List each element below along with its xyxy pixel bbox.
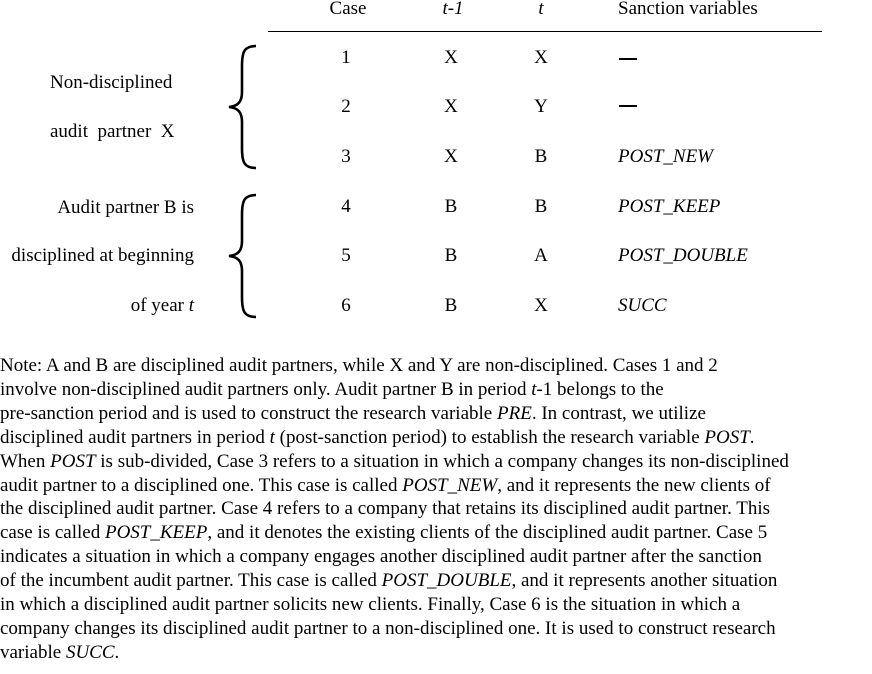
note-line [0,569,872,593]
row5-curr: A [534,245,548,266]
row6-case: 6 [341,295,351,316]
row4-case: 4 [341,196,351,217]
row3-sanction: POST_NEW [618,146,713,167]
row1-prev: X [444,47,458,68]
row4-prev: B [444,196,458,217]
row6-curr: X [534,295,548,316]
note-text: variable [0,641,66,663]
note-line [0,474,872,498]
group2-brace-icon [226,193,262,319]
row3-curr: B [534,146,548,167]
note-text: -1 belongs to the [536,378,664,400]
note-italic: POST [704,426,750,448]
note-text: . [114,641,120,663]
group2-label-line3-t: t [188,295,194,316]
note-text: case is called [0,522,105,544]
note-text: is sub-divided, Case 3 refers to a situation in which a company changes its non-disciplined [95,450,789,472]
row1-curr: X [534,47,548,68]
note-text: pre-sanction period and is used to construct the research variable [0,402,497,424]
note-italic: t [269,426,275,448]
group2-label-line3 [0,295,194,317]
note-italic: SUCC [65,641,115,663]
note-line: the disciplined audit partner. Case 4 refers to a company that retains its disciplined audit partner. This [0,498,771,520]
row4-curr: B [534,196,548,217]
row3-case: 3 [341,146,351,167]
group2-label-line3-a: of year [130,295,189,316]
header-sanction-variables: Sanction variables [618,0,758,19]
note-line [0,402,872,426]
group1-label-line2: audit partner X [50,121,175,142]
row5-sanction: POST_DOUBLE [618,245,748,266]
header-t-minus-1-text: t-1 [442,0,464,19]
note-line [0,450,872,474]
note-line [0,521,872,545]
group2-label-line1: Audit partner B is [57,197,194,218]
note-text: disciplined audit partners in period [0,426,270,448]
row2-sanction-dash [619,105,637,107]
note-line: in which a disciplined audit partner solicits new clients. Finally, Case 6 is the situation in which a [0,594,741,616]
header-case: Case [329,0,367,19]
header-t-minus-1 [428,0,478,20]
note-text: (post-sanction period) to establish the research variable [274,426,705,448]
note-italic: POST_DOUBLE [381,570,512,592]
note-line: Note: A and B are disciplined audit partners, while X and Y are non-disciplined. Cases 1 and 2 [0,355,718,376]
row1-sanction-dash [619,58,637,60]
header-t: t [538,0,544,19]
note-italic: POST [50,450,96,472]
row6-prev: B [444,295,458,316]
note-line: indicates a situation in which a company engages another disciplined audit partner after the sanction [0,546,762,568]
group2-label-line2: disciplined at beginning [11,245,194,266]
group1-label-line1: Non-disciplined [50,72,173,93]
note-line: company changes its disciplined audit partner to a non-disciplined one. It is used to construct research [0,617,776,639]
note-text: . In contrast, we utilize [531,402,706,424]
table-note [0,354,872,665]
note-text: When [0,450,51,472]
note-line [0,641,872,665]
note-text: involve non-disciplined audit partners only. Audit partner B in period [0,378,532,400]
note-text: , and it denotes the existing clients of the disciplined audit partner. Case 5 [207,522,768,544]
row3-prev: X [444,146,458,167]
row5-case: 5 [341,245,351,266]
note-text: , and it represents another situation [511,570,778,592]
group1-brace-icon [226,44,262,170]
note-line [0,426,872,450]
note-text: audit partner to a disciplined one. This case is called [0,474,403,496]
row2-curr: Y [534,96,548,117]
header-rule [268,31,822,32]
note-italic: POST_KEEP [104,522,208,544]
note-italic: POST_NEW [402,474,498,496]
row2-case: 2 [341,96,351,117]
note-text: , and it represents the new clients of [497,474,771,496]
note-text: . [749,426,755,448]
note-italic: PRE [496,402,532,424]
note-italic: t [531,378,537,400]
row5-prev: B [444,245,458,266]
row4-sanction: POST_KEEP [618,196,721,217]
row6-sanction: SUCC [618,295,667,316]
row2-prev: X [444,96,458,117]
note-text: of the incumbent audit partner. This case is called [0,570,382,592]
note-line [0,378,872,402]
row1-case: 1 [341,47,351,68]
